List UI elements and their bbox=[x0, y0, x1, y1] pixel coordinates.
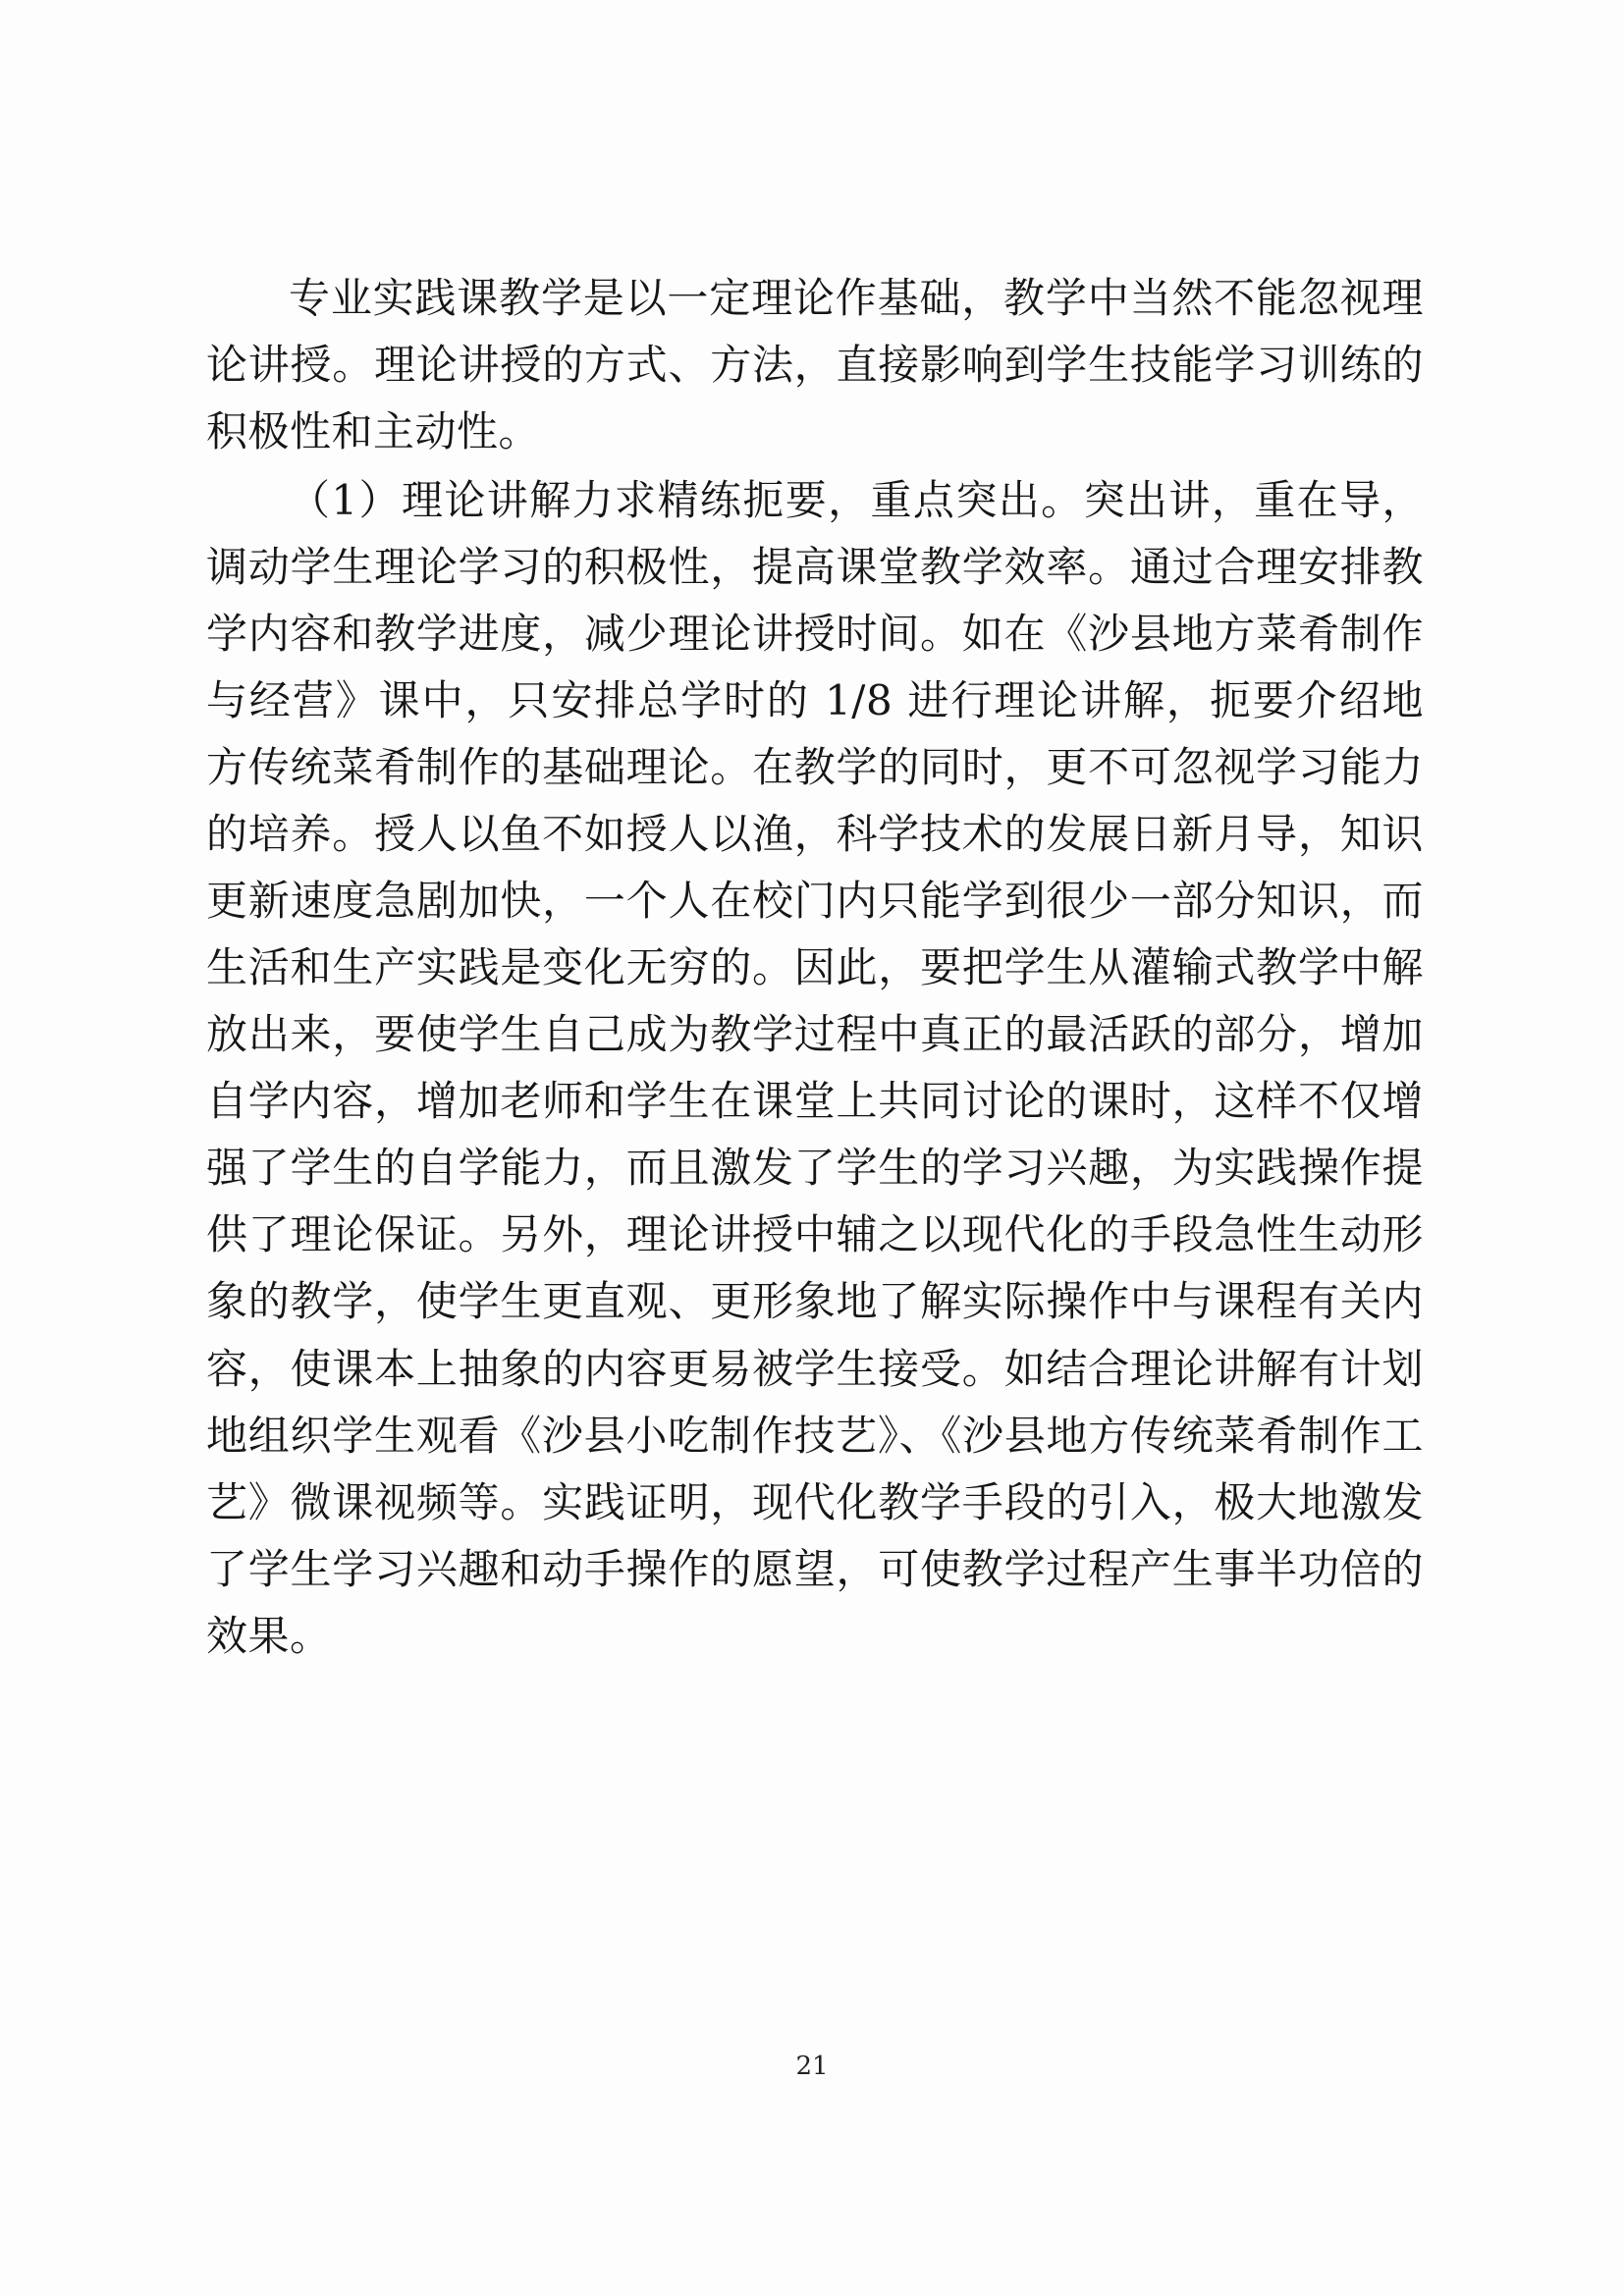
paragraph-2: （1）理论讲解力求精练扼要，重点突出。突出讲，重在导，调动学生理论学习的积极性，提高课堂教学效率。通过合理安排教学内容和教学进度，减少理论讲授时间。如在《沙县地方菜肴制作与经营》课中，只安排总学时的 1/8 进行理论讲解，扼要介绍地方传统菜肴制作的基础理论。在教学的同时，更不可忽视学习能力的培养。授人以鱼不如授人以渔，科学技术的发展日新月导，知识更新速度急剧加快，一个人在校门内只能学到很少一部分知识，而生活和生产实践是变化无穷的。因此，要把学生从灌输式教学中解放出来，要使学生自己成为教学过程中真正的最活跃的部分，增加自学内容，增加老师和学生在课堂上共同讨论的课时，这样不仅增强了学生的自学能力，而且激发了学生的学习兴趣，为实践操作提供了理论保证。另外，理论讲授中辅之以现代化的手段急性生动形象的教学，使学生更直观、更形象地了解实际操作中与课程有关内容，使课本上抽象的内容更易被学生接受。如结合理论讲解有计划地组织学生观看《沙县小吃制作技艺》、《沙县地方传统菜肴制作工艺》微课视频等。实践证明，现代化教学手段的引入，极大地激发了学生学习兴趣和动手操作的愿望，可使教学过程产生事半功倍的效果。 bbox=[206, 476, 1424, 1660]
page-body bbox=[206, 265, 1424, 1672]
paragraph-1: 专业实践课教学是以一定理论作基础，教学中当然不能忽视理论讲授。理论讲授的方式、方法，直接影响到学生技能学习训练的积极性和主动性。 bbox=[206, 274, 1424, 456]
page-number: 21 bbox=[795, 2052, 829, 2081]
